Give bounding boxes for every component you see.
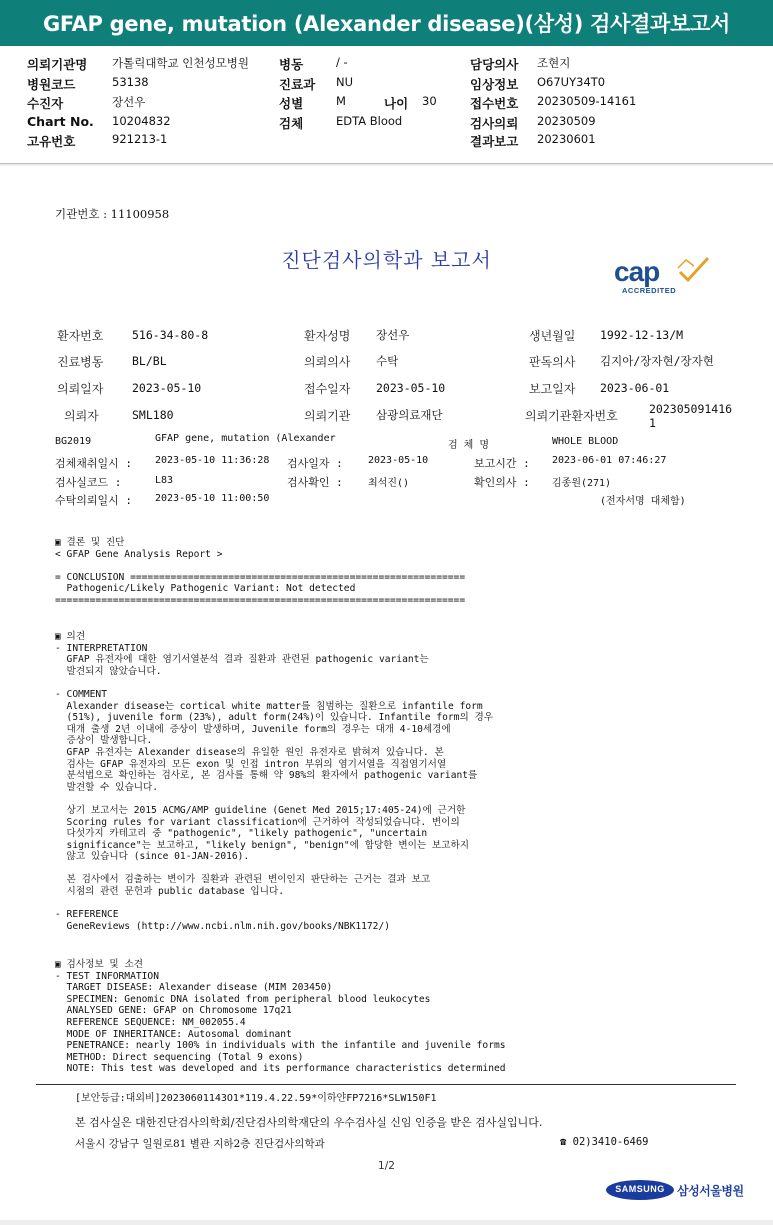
examinee: 장선우 xyxy=(112,95,146,109)
ward: / - xyxy=(336,55,348,69)
order: 2023-05-10 11:00:50 xyxy=(155,493,270,504)
unique-no-label: 고유번호 xyxy=(27,134,76,149)
req-doc-label: 의뢰의사 xyxy=(304,355,351,369)
doctor-label: 담당의사 xyxy=(470,57,519,72)
page-number: 1/2 xyxy=(378,1160,395,1172)
window-title: GFAP gene, mutation (Alexander disease)(삼성) 검사결과보고서 xyxy=(0,0,773,46)
collect: 2023-05-10 11:36:28 xyxy=(155,455,270,466)
report-time-label: 보고시간 : xyxy=(474,457,530,470)
conclusion-section: ▣ 결론 및 진단 < GFAP Gene Analysis Report > = CONCLUSION ========================================================== Pathogenic/Likely Pathogenic Variant: Not detected ======================================================================= xyxy=(55,537,466,606)
age: 30 xyxy=(422,94,437,108)
report-page xyxy=(0,166,773,1220)
samsung-logo-text: SAMSUNG xyxy=(615,1184,665,1194)
req-doc: 수탁 xyxy=(376,354,399,368)
cap-logo-text: cap xyxy=(614,256,660,287)
institution-number: 기관번호 : 11100958 xyxy=(55,207,170,221)
order-label: 수탁의뢰일시 : xyxy=(55,494,133,507)
pid: 516-34-80-8 xyxy=(132,328,209,342)
address: 서울시 강남구 일원로81 별관 지하2층 진단검사의학과 xyxy=(75,1138,325,1150)
reader: 김지아/장자현/장자현 xyxy=(600,354,714,368)
dob: 1992-12-13/M xyxy=(600,328,684,342)
req-date: 2023-05-10 xyxy=(132,381,202,395)
reader-label: 판독의사 xyxy=(529,355,576,369)
clinical-info: O67UY34T0 xyxy=(537,75,606,89)
hospital-name: 삼성서울병원 xyxy=(677,1184,744,1198)
samsung-logo xyxy=(606,1180,674,1200)
ward2: BL/BL xyxy=(132,354,167,368)
org-pid-line2: 1 xyxy=(649,416,656,430)
dept-label: 진료과 xyxy=(279,77,316,92)
test-code: BG2019 xyxy=(55,436,92,447)
requesting-org-label: 의뢰기관명 xyxy=(27,57,88,72)
req-org-label: 의뢰기관 xyxy=(304,409,351,423)
examinee-label: 수진자 xyxy=(27,96,64,111)
recv-date-label: 접수일자 xyxy=(304,382,351,396)
recv-date: 2023-05-10 xyxy=(376,381,446,395)
doctor: 조현지 xyxy=(537,56,571,70)
collect-label: 검체채취일시 : xyxy=(55,457,133,470)
confirm-doc-label: 확인의사 : xyxy=(474,476,530,489)
age-label: 나이 xyxy=(384,96,409,111)
sex: M xyxy=(336,94,346,108)
name: 장선우 xyxy=(376,328,410,342)
rep-date: 2023-06-01 xyxy=(600,381,670,395)
specimen-label: 검체 xyxy=(279,116,304,131)
hospital-code-label: 병원코드 xyxy=(27,77,76,92)
test-request-label: 검사의뢰 xyxy=(470,116,519,131)
receipt-no-label: 접수번호 xyxy=(470,96,519,111)
test-name: GFAP gene, mutation (Alexander xyxy=(155,433,336,444)
info-header xyxy=(0,46,773,164)
result-report: 20230601 xyxy=(537,132,596,146)
chart-no-label: Chart No. xyxy=(27,114,94,129)
result-report-label: 결과보고 xyxy=(470,134,519,149)
clinical-info-label: 임상정보 xyxy=(470,77,519,92)
requester-label: 의뢰자 xyxy=(64,409,99,423)
test-request: 20230509 xyxy=(537,114,596,128)
name-label: 환자성명 xyxy=(304,329,351,343)
requesting-org: 가톨릭대학교 인천성모병원 xyxy=(112,56,249,70)
confirm: 최석진() xyxy=(368,478,410,489)
dob-label: 생년월일 xyxy=(529,329,576,343)
pid-label: 환자번호 xyxy=(57,329,104,343)
org-pid-line1: 202305091416 xyxy=(649,402,733,416)
rep-date-label: 보고일자 xyxy=(529,382,576,396)
cap-accredited-logo xyxy=(614,252,714,302)
req-org: 삼광의료재단 xyxy=(376,408,443,422)
report-time: 2023-06-01 07:46:27 xyxy=(552,455,667,466)
chart-no: 10204832 xyxy=(112,114,171,128)
unique-no: 921213-1 xyxy=(112,132,168,146)
req-date-label: 의뢰일자 xyxy=(57,382,104,396)
confirm-label: 검사확인 : xyxy=(287,476,343,489)
security-line: [보안등급:대외비]20230601143O1*119.4.22.59*이하얀FP7216*SLW150F1 xyxy=(75,1093,437,1104)
phone: ☎ 02)3410-6469 xyxy=(560,1136,649,1148)
test-date: 2023-05-10 xyxy=(368,455,429,466)
org-pid-label: 의뢰기관환자번호 xyxy=(525,409,618,423)
checkmark-icon xyxy=(676,254,710,284)
cap-accredited-text: ACCREDITED xyxy=(622,286,677,295)
room: L83 xyxy=(155,475,174,486)
ward2-label: 진료병동 xyxy=(57,355,104,369)
test-specimen: WHOLE BLOOD xyxy=(552,436,619,447)
test-date-label: 검사일자 : xyxy=(287,457,343,470)
hospital-code: 53138 xyxy=(112,75,149,89)
report-title: 진단검사의학과 보고서 xyxy=(281,248,492,272)
test-info-section: ▣ 검사정보 및 소견 - TEST INFORMATION TARGET DISEASE: Alexander disease (MIM 203450) SPECIMEN: Genomic DNA isolated from peripheral blood leukocytes ANALYSED GENE: GFAP on Chromosome 17q21 REFERENCE SEQUENCE: NM_002055.4 MODE OF INHERITANCE: Autosomal dominant PENETRANCE: nearly 100% in individuals with the infantile and juvenile forms METHOD: Direct sequencing (Total 9 exons) NOTE: This test was developed and its performance characteristics determined xyxy=(55,959,506,1075)
opinion-section: ▣ 의견 - INTERPRETATION GFAP 유전자에 대한 염기서열분석 결과 질환과 관련된 pathogenic variant는 발견되지 않았습니다. - COMMENT Alexander disease는 cortical white matter를 침범하는 질환으로 infantile form (51%), juvenile form (23%), adult form(24%)이 있습니다. Infantile form의 경우 대개 출생 2년 이내에 증상이 발생하며, Juvenile form의 경우는 대개 4-10세경에 증상이 발생합니다. GFAP 유전자는 Alexander disease의 유일한 원인 유전자로 밝혀져 있습니다. 본 검사는 GFAP 유전자의 모든 exon 및 인접 intron 부위의 염기서열을 직접염기서열 분석법으로 확인하는 검사로, 본 검사를 통해 약 98%의 환자에서 pathogenic variant를 발견할 수 있습니다. 상기 보고서는 2015 ACMG/AMP guideline (Genet Med 2015;17:405-24)에 근거한 Scoring rules for variant classification에 근거하여 작성되었습니다. 변이의 다섯가지 카테고리 중 "pathogenic", "likely pathogenic", "uncertain significance"는 보고하고, "likely benign", "benign"에 합당한 변이는 보고하지 않고 있습니다 (since 01-JAN-2016). 본 검사에서 검출하는 변이가 질환과 관련된 변이인지 판단하는 근거는 결과 보고 시점의 관련 문헌과 public database 입니다. - REFERENCE GeneReviews (http://www.ncbi.nlm.nih.gov/books/NBK1172/) xyxy=(55,631,494,932)
ward-label: 병동 xyxy=(279,57,304,72)
certification-text: 본 검사실은 대한진단검사의학회/진단검사의학재단의 우수검사실 신임 인증을 받은 검사실입니다. xyxy=(75,1116,543,1129)
footer-divider xyxy=(36,1084,736,1085)
room-label: 검사실코드 : xyxy=(55,476,122,489)
dept: NU xyxy=(336,75,354,89)
esign: (전자서명 대체함) xyxy=(600,496,686,507)
confirm-doc: 김종원(271) xyxy=(552,478,612,489)
specimen: EDTA Blood xyxy=(336,114,403,128)
test-specimen-label: 검 체 명 xyxy=(448,440,490,451)
sex-label: 성별 xyxy=(279,96,304,111)
requester: SML180 xyxy=(132,408,174,422)
receipt-no: 20230509-14161 xyxy=(537,94,637,108)
